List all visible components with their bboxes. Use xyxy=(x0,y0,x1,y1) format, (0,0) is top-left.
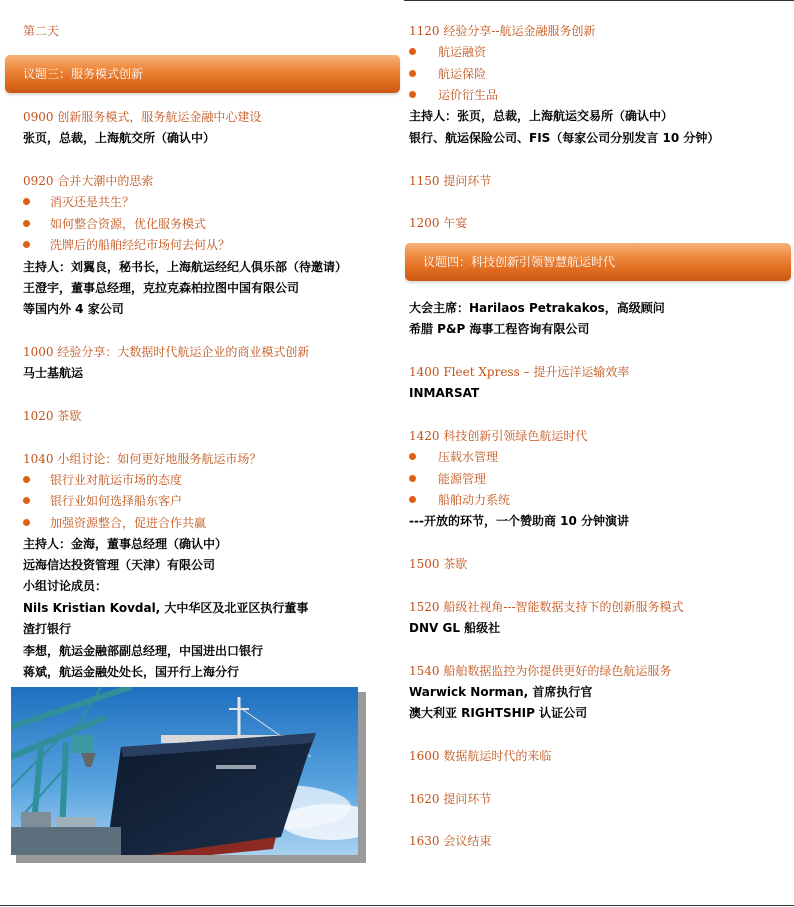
session-0920-host: 主持人：刘翼良，秘书长，上海航运经纪人俱乐部（待邀请） xyxy=(23,260,348,274)
bullet-icon xyxy=(409,453,416,460)
session-1040-host: 主持人：金海，董事总经理（确认中） xyxy=(23,537,228,551)
session-1600-title: 1600 数据航运时代的来临 xyxy=(409,749,552,763)
bullet-icon xyxy=(23,198,30,205)
session-banner-4: 议题四：科技创新引领智慧航运时代 xyxy=(405,243,791,281)
list-item: 压载水管理 xyxy=(404,449,498,465)
session-1120-host: 主持人：张页，总裁，上海航运交易所（确认中） xyxy=(409,109,674,123)
list-item: 加强资源整合，促进合作共赢 xyxy=(0,515,206,531)
session-1040-host-org: 远海信达投资管理（天津）有限公司 xyxy=(23,558,216,572)
session-1040-member-2: 李想，航运金融部副总经理，中国进出口银行 xyxy=(23,644,264,658)
bullet-icon xyxy=(409,496,416,503)
session-0920-guest: 王澄宇，董事总经理，克拉克森柏拉图中国有限公司 xyxy=(23,281,300,295)
session-1540-speaker: Warwick Norman, 首席执行官 xyxy=(409,685,593,699)
bullet-icon xyxy=(23,519,30,526)
list-item: 银行业如何选择船东客户 xyxy=(0,493,182,509)
session-0920-title: 0920 合并大潮中的思索 xyxy=(23,174,154,188)
session-1040-member-3: 蒋斌，航运金融处处长，国开行上海分行 xyxy=(23,665,240,679)
list-item: 银行业对航运市场的态度 xyxy=(0,472,182,488)
session-1040-member-1-org: 渣打银行 xyxy=(23,622,72,636)
bullet-icon xyxy=(409,475,416,482)
session-1400-title: 1400 Fleet Xpress – 提升远洋运输效率 xyxy=(409,365,630,379)
session-1540-title: 1540 船舶数据监控为你提供更好的绿色航运服务 xyxy=(409,664,672,678)
list-item: 消灭还是共生？ xyxy=(0,194,134,210)
session-1040-member-1: Nils Kristian Kovdal, 大中华区及北亚区执行董事 xyxy=(23,601,309,615)
session-1040-members-label: 小组讨论成员： xyxy=(23,579,108,593)
list-item: 能源管理 xyxy=(404,471,486,487)
session-1540-org: 澳大利亚 RIGHTSHIP 认证公司 xyxy=(409,706,588,720)
chair: 大会主席：Harilaos Petrakakos，高级顾问 xyxy=(409,301,665,315)
ship-photo xyxy=(11,687,358,855)
bullet-icon xyxy=(23,220,30,227)
bullet-icon xyxy=(23,241,30,248)
session-1420-title: 1420 科技创新引领绿色航运时代 xyxy=(409,429,588,443)
session-1020-title: 1020 茶歇 xyxy=(23,409,82,423)
session-1420-note: ---开放的环节，一个赞助商 10 分钟演讲 xyxy=(409,514,629,528)
top-rule xyxy=(404,0,794,1)
bullet-icon xyxy=(23,476,30,483)
bottom-rule xyxy=(0,905,794,906)
session-1040-title: 1040 小组讨论：如何更好地服务航运市场？ xyxy=(23,452,262,466)
session-banner-3: 议题三：服务模式创新 xyxy=(5,55,400,93)
session-1520-title: 1520 船级社视角---智能数据支持下的创新服务模式 xyxy=(409,600,684,614)
session-0900-title: 0900 创新服务模式，服务航运金融中心建设 xyxy=(23,110,262,124)
list-item: 运价衍生品 xyxy=(404,87,498,103)
list-item: 航运融资 xyxy=(404,44,486,60)
list-item: 航运保险 xyxy=(404,66,486,82)
session-1500-title: 1500 茶歇 xyxy=(409,557,468,571)
list-item: 洗牌后的船舶经纪市场何去何从？ xyxy=(0,237,230,253)
session-1200-title: 1200 午宴 xyxy=(409,216,468,230)
day-label: 第二天 xyxy=(23,24,60,38)
session-1000-title: 1000 经验分享：大数据时代航运企业的商业模式创新 xyxy=(23,345,310,359)
list-item: 如何整合资源，优化服务模式 xyxy=(0,216,206,232)
bullet-icon xyxy=(409,48,416,55)
chair-org: 希腊 P&P 海事工程咨询有限公司 xyxy=(409,322,590,336)
bullet-icon xyxy=(409,91,416,98)
list-item: 船舶动力系统 xyxy=(404,492,510,508)
session-0900-speaker: 张页，总裁，上海航交所（确认中） xyxy=(23,131,216,145)
bullet-icon xyxy=(23,497,30,504)
session-1120-title: 1120 经验分享--航运金融服务创新 xyxy=(409,24,596,38)
session-1120-participants: 银行、航运保险公司、FIS（每家公司分别发言 10 分钟） xyxy=(409,131,720,145)
bullet-icon xyxy=(409,70,416,77)
session-1620-title: 1620 提问环节 xyxy=(409,792,492,806)
session-1150-title: 1150 提问环节 xyxy=(409,174,492,188)
session-1520-speaker: DNV GL 船级社 xyxy=(409,621,501,635)
session-1000-speaker: 马士基航运 xyxy=(23,366,84,380)
session-1630-title: 1630 会议结束 xyxy=(409,834,492,848)
session-1400-speaker: INMARSAT xyxy=(409,386,480,400)
session-0920-more: 等国内外 4 家公司 xyxy=(23,302,124,316)
